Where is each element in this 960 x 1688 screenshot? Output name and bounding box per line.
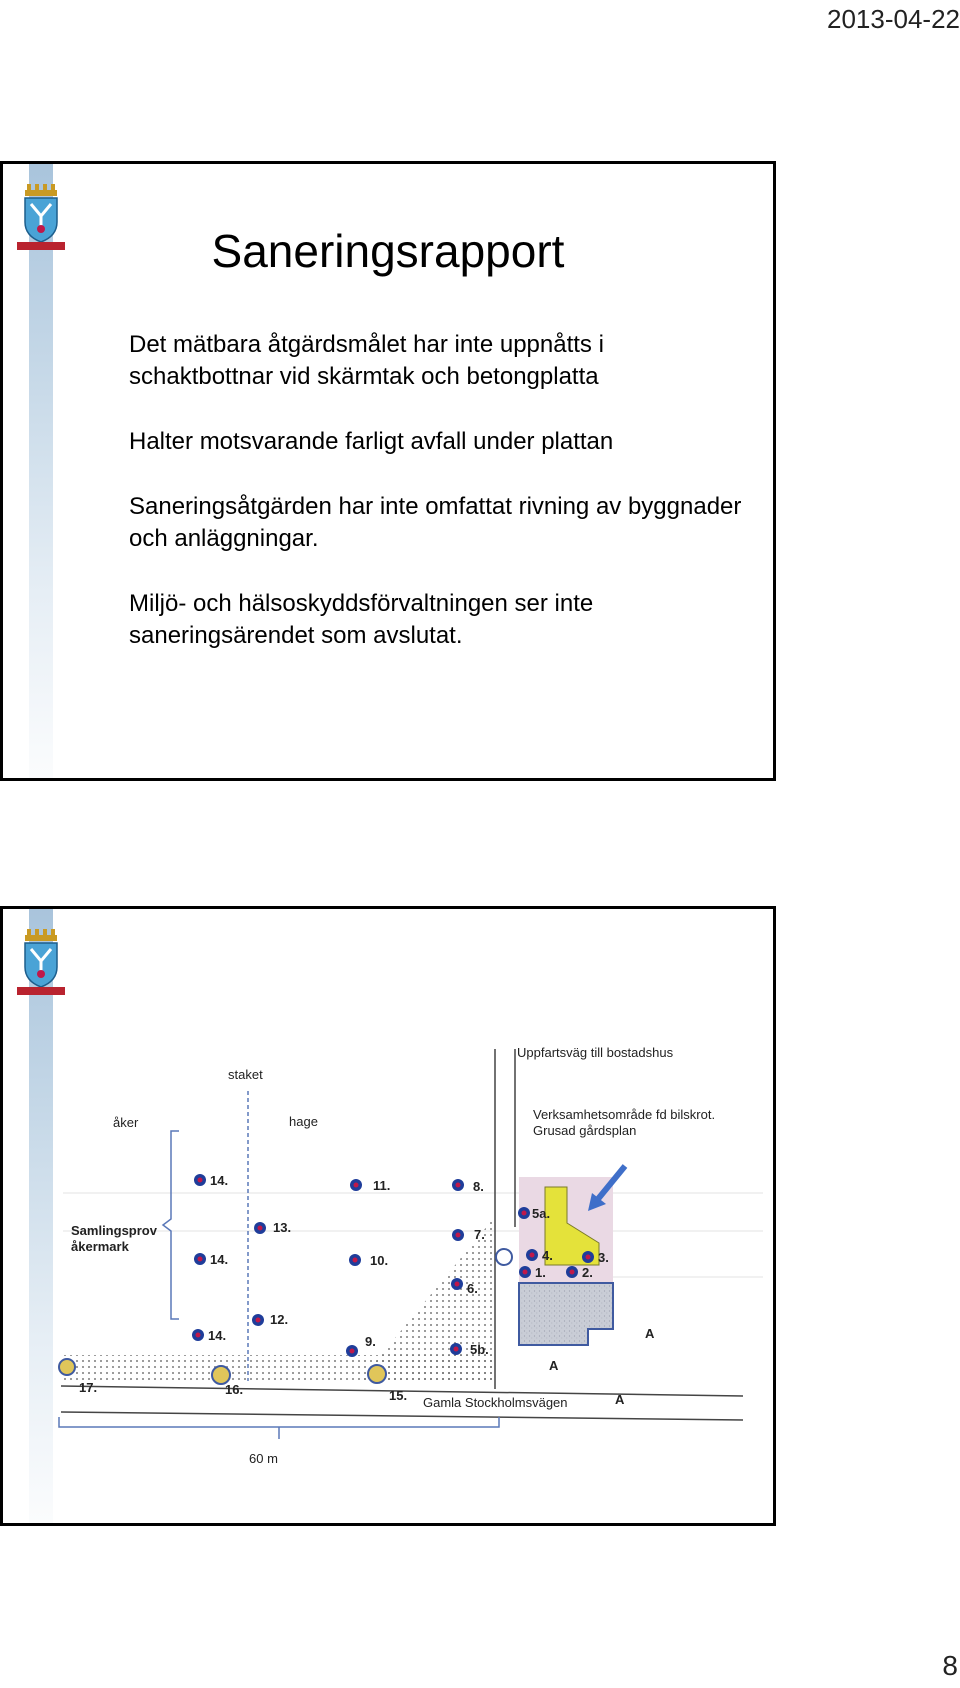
paragraph-2: Halter motsvarande farligt avfall under plattan bbox=[129, 428, 614, 455]
svg-text:12.: 12. bbox=[270, 1312, 289, 1327]
label-area-line2: Grusad gårdsplan bbox=[533, 1123, 637, 1138]
sample-point-14a bbox=[194, 1173, 228, 1188]
label-zone-a-3: A bbox=[615, 1392, 625, 1407]
svg-text:8.: 8. bbox=[473, 1179, 484, 1194]
dotted-strip bbox=[61, 1355, 493, 1383]
svg-text:14.: 14. bbox=[210, 1173, 229, 1188]
slide-1 bbox=[0, 161, 776, 781]
svg-text:9.: 9. bbox=[365, 1334, 376, 1349]
sample-point-5a bbox=[518, 1206, 550, 1221]
sample-point-12 bbox=[252, 1312, 288, 1327]
site-sampling-map bbox=[3, 909, 773, 1523]
sample-point-5b bbox=[450, 1342, 489, 1357]
svg-text:5b.: 5b. bbox=[470, 1342, 489, 1357]
scale-bar bbox=[59, 1417, 499, 1427]
svg-text:14.: 14. bbox=[210, 1252, 229, 1267]
svg-text:17.: 17. bbox=[79, 1380, 98, 1395]
svg-text:14.: 14. bbox=[208, 1328, 227, 1343]
slide-body bbox=[129, 329, 749, 685]
svg-text:2.: 2. bbox=[582, 1265, 593, 1280]
sample-point-10 bbox=[349, 1253, 388, 1268]
label-scale: 60 m bbox=[249, 1451, 278, 1466]
label-area-line1: Verksamhetsområde fd bilskrot. bbox=[533, 1107, 716, 1122]
label-aker: åker bbox=[113, 1115, 139, 1130]
slide-title: Saneringsrapport bbox=[211, 225, 565, 277]
label-zone-a-2: A bbox=[549, 1358, 559, 1373]
svg-text:10.: 10. bbox=[370, 1253, 389, 1268]
label-zone-a-1: A bbox=[645, 1326, 655, 1341]
svg-text:7.: 7. bbox=[474, 1227, 485, 1242]
paragraph-4: Miljö- och hälsoskyddsförvaltningen ser inte saneringsärendet som avslutat. bbox=[129, 590, 594, 649]
sample-point-8 bbox=[452, 1179, 484, 1194]
sample-point-7 bbox=[452, 1227, 485, 1242]
building bbox=[519, 1283, 613, 1345]
sample-point-14c bbox=[192, 1328, 226, 1343]
open-marker bbox=[496, 1249, 512, 1265]
slide-2 bbox=[0, 906, 776, 1526]
label-hage: hage bbox=[289, 1114, 318, 1129]
sample-point-11 bbox=[350, 1178, 390, 1193]
svg-text:3.: 3. bbox=[598, 1250, 609, 1265]
svg-text:15.: 15. bbox=[389, 1388, 408, 1403]
svg-text:4.: 4. bbox=[542, 1248, 553, 1263]
label-sample-line1: Samlingsprov bbox=[71, 1223, 157, 1238]
label-road-bottom: Gamla Stockholmsvägen bbox=[423, 1395, 568, 1410]
sample-bracket bbox=[163, 1131, 179, 1319]
svg-text:6.: 6. bbox=[467, 1281, 478, 1296]
page-date: 2013-04-22 bbox=[827, 4, 960, 34]
road-edge-bottom bbox=[61, 1412, 743, 1420]
sample-point-14b bbox=[194, 1252, 228, 1267]
sample-point-9 bbox=[346, 1334, 376, 1357]
paragraph-3: Saneringsåtgärden har inte omfattat rivning av byggnader och anläggningar. bbox=[129, 493, 742, 552]
svg-text:5a.: 5a. bbox=[532, 1206, 551, 1221]
svg-text:13.: 13. bbox=[273, 1220, 292, 1235]
svg-text:1.: 1. bbox=[535, 1265, 546, 1280]
label-road-top: Uppfartsväg till bostadshus bbox=[517, 1045, 674, 1060]
label-staket: staket bbox=[228, 1067, 263, 1082]
svg-text:11.: 11. bbox=[373, 1178, 391, 1193]
sample-point-13 bbox=[254, 1220, 291, 1235]
label-sample-line2: åkermark bbox=[71, 1239, 129, 1254]
page-number: 8 bbox=[942, 1650, 958, 1681]
svg-text:16.: 16. bbox=[225, 1382, 244, 1397]
paragraph-1: Det mätbara åtgärdsmålet har inte uppnåtts i schaktbottnar vid skärmtak och betongplatta bbox=[129, 331, 604, 390]
